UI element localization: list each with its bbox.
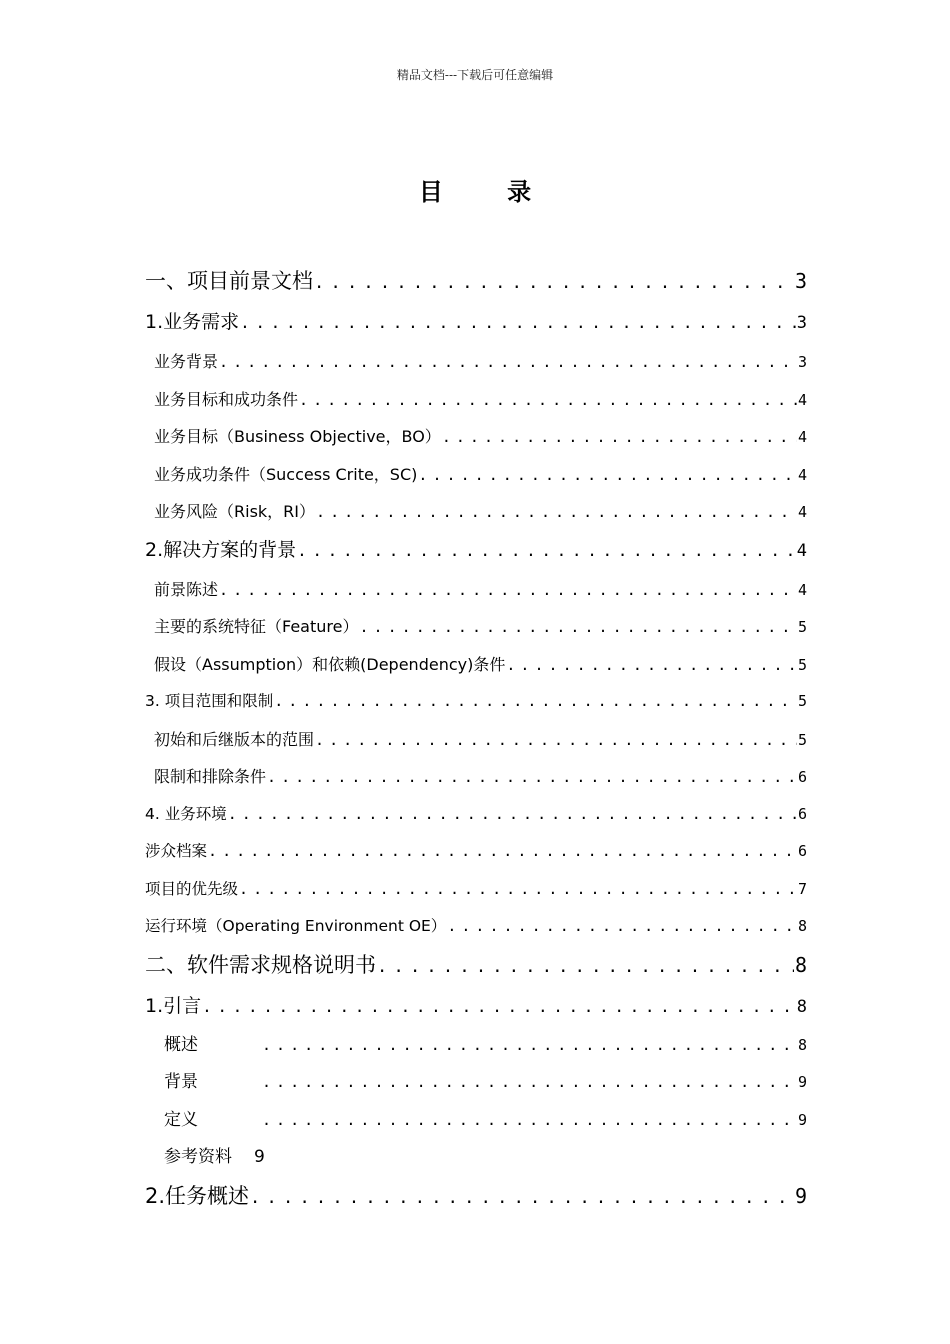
toc-entry-page: 6: [797, 804, 807, 823]
dot-leader: [316, 494, 797, 531]
toc-entry[interactable]: [145, 456, 807, 494]
toc-entry-label: 业务目标和成功条件: [154, 389, 299, 409]
toc-entry-page: 4: [797, 465, 807, 484]
toc-entry-page: 4: [797, 503, 807, 521]
toc-entry-label: 涉众档案: [145, 842, 208, 860]
dot-leader: [267, 759, 797, 796]
dot-leader: [240, 304, 796, 342]
toc-entry[interactable]: [145, 683, 807, 721]
toc-entry[interactable]: [145, 303, 807, 343]
toc-entry-page: 5: [797, 730, 807, 749]
dot-leader: [359, 609, 797, 646]
toc-entry-label: 3. 项目范围和限制: [145, 692, 274, 710]
toc-entry-page: 4: [797, 390, 807, 409]
toc-entry-page: 9: [254, 1147, 265, 1167]
dot-leader: [202, 988, 796, 1026]
toc-entry-page: 4: [797, 428, 807, 446]
toc-entry-page: 4: [796, 540, 807, 561]
toc-entry-page: 9: [794, 1183, 807, 1208]
toc-entry-page: 8: [797, 1035, 807, 1054]
toc-entry-label: 背景: [164, 1072, 198, 1092]
toc-entry-label: 2.任务概述: [145, 1183, 250, 1208]
toc-entry-label: 假设（Assumption）和依赖(Dependency)条件: [154, 654, 506, 674]
toc-entry[interactable]: [145, 833, 807, 871]
toc-entry-label: 1.引言: [145, 994, 202, 1017]
toc-entry[interactable]: [145, 946, 807, 987]
toc-entry[interactable]: [145, 571, 807, 609]
toc-entry-page: 9: [797, 1110, 807, 1129]
toc-entry-label: 二、软件需求规格说明书: [145, 952, 376, 977]
toc-entry-label: 业务成功条件（Success Crite，SC): [154, 464, 418, 484]
toc-entry-label: 业务风险（Risk，RI）: [154, 502, 316, 521]
toc-entry-label: 1.业务需求: [145, 311, 240, 333]
toc-entry-label: 4. 业务环境: [145, 804, 227, 823]
toc-entry-page: 5: [797, 655, 807, 674]
toc-entry-label: 概述: [164, 1034, 198, 1055]
dot-leader: [262, 1064, 797, 1101]
toc-entry[interactable]: [145, 871, 807, 909]
toc-entry[interactable]: [145, 1027, 807, 1065]
toc-entry[interactable]: [145, 493, 807, 531]
dot-leader: [315, 722, 797, 759]
dot-leader: [506, 647, 797, 684]
toc-entry-page: 8: [794, 952, 807, 977]
toc-entry[interactable]: [145, 1102, 807, 1140]
toc-entry-label: 初始和后继版本的范围: [154, 729, 315, 749]
toc-entry-page: 3: [794, 269, 807, 293]
dot-leader: [239, 871, 797, 908]
toc-entry[interactable]: [145, 646, 807, 684]
dot-leader: [418, 457, 797, 494]
dot-leader: [262, 1027, 797, 1064]
dot-leader: [297, 532, 796, 570]
toc-entry[interactable]: [145, 343, 807, 381]
toc-entry-label: 业务目标（Business Objective，BO）: [154, 427, 441, 446]
dot-leader: [299, 382, 797, 419]
toc-entry[interactable]: [145, 608, 807, 646]
toc-entry[interactable]: [145, 262, 807, 303]
toc-entry[interactable]: [145, 1064, 807, 1102]
page-title: 目 录: [418, 178, 560, 206]
toc-entry-page: 4: [797, 580, 807, 599]
dot-leader: [208, 833, 797, 870]
dot-leader: [442, 419, 797, 456]
toc-entry[interactable]: [145, 381, 807, 419]
toc-entry-page: 3: [797, 353, 807, 371]
toc-entry-page: 3: [796, 313, 807, 333]
toc-entry[interactable]: [145, 418, 807, 456]
toc-entry-label: 前景陈述: [154, 579, 219, 599]
dot-leader: [274, 683, 797, 720]
dot-leader: [250, 1179, 794, 1217]
table-of-contents: [145, 262, 807, 1218]
toc-entry[interactable]: [145, 531, 807, 571]
toc-entry[interactable]: [145, 1139, 807, 1177]
toc-entry[interactable]: [145, 758, 807, 796]
dot-leader: [262, 1102, 797, 1139]
toc-entry-label: 项目的优先级: [145, 879, 239, 898]
toc-entry[interactable]: [145, 796, 807, 834]
toc-entry-page: 9: [797, 1073, 807, 1091]
toc-entry[interactable]: [145, 1177, 807, 1218]
dot-leader: [219, 344, 797, 381]
dot-leader: [447, 908, 797, 945]
page-header: 精品文档---下载后可任意编辑: [396, 68, 554, 82]
toc-entry-label: 定义: [164, 1109, 198, 1130]
toc-entry-page: 7: [797, 879, 807, 898]
toc-entry-label: 业务背景: [154, 352, 219, 371]
dot-leader: [219, 572, 797, 609]
dot-leader: [377, 948, 794, 986]
toc-entry[interactable]: [145, 908, 807, 946]
toc-entry-label: 运行环境（Operating Environment OE）: [145, 917, 447, 935]
toc-entry[interactable]: [145, 987, 807, 1027]
toc-entry-page: 6: [797, 842, 807, 860]
dot-leader: [228, 796, 797, 833]
dot-leader: [314, 264, 794, 302]
toc-entry-label: 限制和排除条件: [154, 767, 267, 786]
toc-entry-label: 主要的系统特征（Feature）: [154, 617, 359, 636]
toc-entry[interactable]: [145, 721, 807, 759]
toc-entry-page: 5: [797, 618, 807, 636]
toc-entry-label: 一、项目前景文档: [145, 269, 313, 293]
toc-entry-label: 2.解决方案的背景: [145, 538, 297, 561]
toc-entry-page: 6: [797, 768, 807, 786]
toc-entry-label: 参考资料: [164, 1147, 232, 1167]
toc-entry-page: 5: [797, 692, 807, 710]
toc-entry-page: 8: [797, 917, 807, 935]
toc-entry-page: 8: [796, 996, 807, 1017]
